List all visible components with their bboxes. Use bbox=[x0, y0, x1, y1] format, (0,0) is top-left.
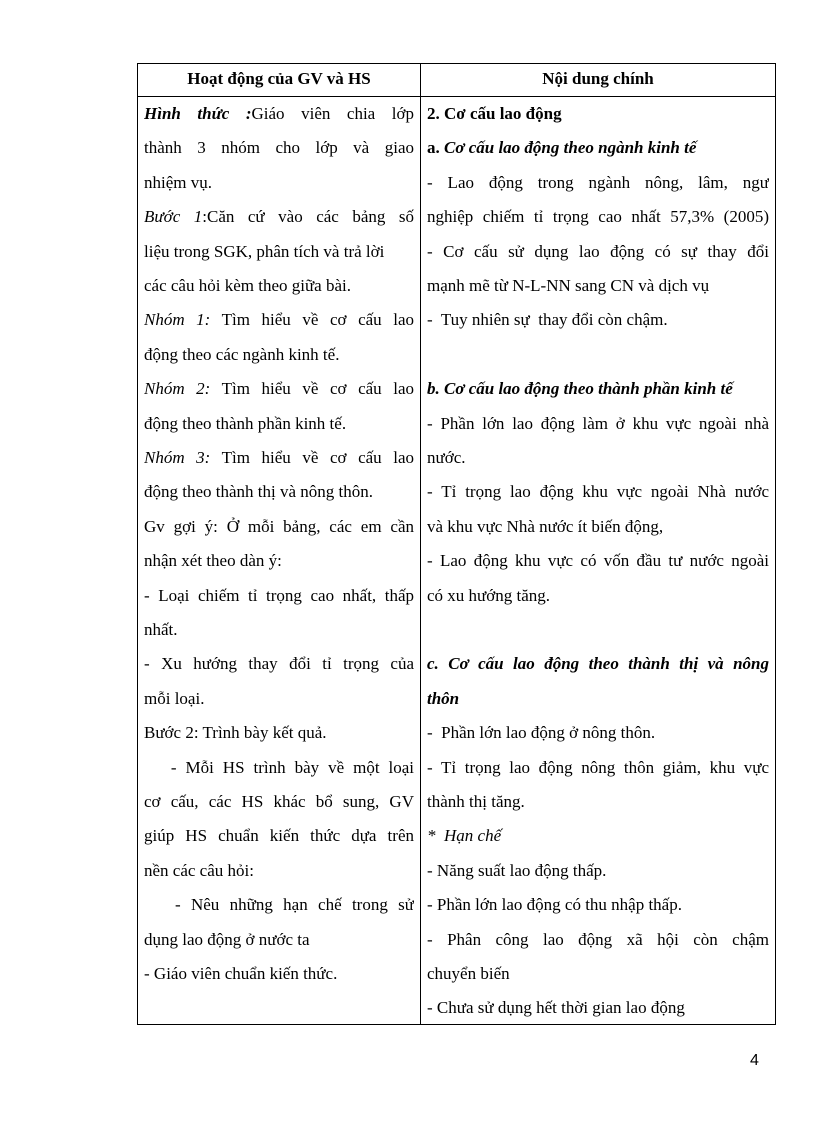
text-line: Bước 1:Căn cứ vào các bảng số bbox=[144, 207, 414, 227]
text-line: các câu hỏi kèm theo giữa bài. bbox=[144, 276, 351, 295]
activities-column bbox=[138, 97, 420, 1024]
text-line: - Năng suất lao động thấp. bbox=[427, 860, 607, 880]
text-line: động theo các ngành kinh tế. bbox=[144, 344, 340, 364]
main-content-column bbox=[421, 97, 775, 1024]
text-line: Nhóm 2: Tìm hiểu về cơ cấu lao bbox=[144, 379, 414, 399]
text-line: - Mỗi HS trình bày về một loại bbox=[144, 757, 414, 777]
text-line: nhiệm vụ. bbox=[144, 172, 212, 192]
text-line: liệu trong SGK, phân tích và trả lời bbox=[144, 241, 385, 261]
text-line: mạnh mẽ từ N-L-NN sang CN và dịch vụ bbox=[427, 276, 710, 295]
text-line: giúp HS chuẩn kiến thức dựa trên bbox=[144, 826, 414, 846]
text-line: - Phân công lao động xã hội còn chậm bbox=[427, 929, 769, 949]
subsection-heading-cont: thôn bbox=[427, 688, 460, 708]
text-line: Nhóm 3: Tìm hiểu về cơ cấu lao bbox=[144, 448, 414, 467]
text-line: mỗi loại. bbox=[144, 688, 205, 708]
text-line: thành 3 nhóm cho lớp và giao bbox=[144, 138, 414, 158]
text-line: - Loại chiếm tỉ trọng cao nhất, thấp bbox=[144, 585, 414, 605]
text-line: - Nêu những hạn chế trong sử bbox=[144, 895, 414, 915]
text-line: nền các câu hỏi: bbox=[144, 860, 254, 880]
text-line: nước. bbox=[427, 448, 466, 467]
text-line: - Cơ cấu sử dụng lao động có sự thay đổi bbox=[427, 241, 769, 261]
text-line: Nhóm 1: Tìm hiểu về cơ cấu lao bbox=[144, 310, 414, 330]
subsection-heading: b. Cơ cấu lao động theo thành phần kinh tế bbox=[427, 379, 733, 399]
text-line: có xu hướng tăng. bbox=[427, 585, 551, 605]
limitations-heading: * Hạn chế bbox=[427, 826, 502, 846]
text-line: Bước 2: Trình bày kết quả. bbox=[144, 723, 327, 743]
subsection-heading: c. Cơ cấu lao động theo thành thị và nông bbox=[427, 654, 769, 674]
lesson-table bbox=[137, 63, 776, 1025]
header-main-content: Nội dung chính bbox=[542, 69, 654, 88]
text-line: - Tuy nhiên sự thay đổi còn chậm. bbox=[427, 310, 668, 330]
text-line: - Lao động khu vực có vốn đầu tư nước ngoài bbox=[427, 551, 769, 571]
text-line: dụng lao động ở nước ta bbox=[144, 929, 310, 949]
text-line: - Xu hướng thay đổi tỉ trọng của bbox=[144, 654, 414, 674]
text-line: - Phần lớn lao động ở nông thôn. bbox=[427, 723, 656, 743]
text-line: Hình thức :Giáo viên chia lớp bbox=[144, 104, 414, 123]
text-line: - Phần lớn lao động có thu nhập thấp. bbox=[427, 895, 682, 915]
text-line: - Tỉ trọng lao động khu vực ngoài Nhà nước bbox=[427, 482, 769, 502]
text-line: - Phần lớn lao động làm ở khu vực ngoài nhà bbox=[427, 413, 769, 433]
text-line: - Lao động trong ngành nông, lâm, ngư bbox=[427, 172, 769, 192]
text-line: cơ cấu, các HS khác bổ sung, GV bbox=[144, 792, 414, 811]
text-line: chuyển biến bbox=[427, 964, 510, 983]
text-line: và khu vực Nhà nước ít biến động, bbox=[427, 516, 664, 536]
text-line: động theo thành phần kinh tế. bbox=[144, 413, 347, 433]
text-line: - Giáo viên chuẩn kiến thức. bbox=[144, 964, 338, 983]
header-activities: Hoạt động của GV và HS bbox=[187, 69, 371, 88]
section-heading: 2. Cơ cấu lao động bbox=[427, 104, 562, 123]
text-line: Gv gợi ý: Ở mỗi bảng, các em cần bbox=[144, 516, 414, 536]
text-line: nhận xét theo dàn ý: bbox=[144, 551, 282, 571]
subsection-heading: a. Cơ cấu lao động theo ngành kinh tế bbox=[427, 138, 697, 158]
text-line: nghiệp chiếm tỉ trọng cao nhất 57,3% (2005) bbox=[427, 207, 769, 227]
text-line: - Chưa sử dụng hết thời gian lao động bbox=[427, 998, 685, 1018]
page-number: 4 bbox=[750, 1052, 759, 1069]
text-line: nhất. bbox=[144, 620, 178, 639]
text-line: động theo thành thị và nông thôn. bbox=[144, 482, 374, 502]
text-line: thành thị tăng. bbox=[427, 792, 525, 811]
text-line: - Tỉ trọng lao động nông thôn giảm, khu vực bbox=[427, 757, 769, 777]
